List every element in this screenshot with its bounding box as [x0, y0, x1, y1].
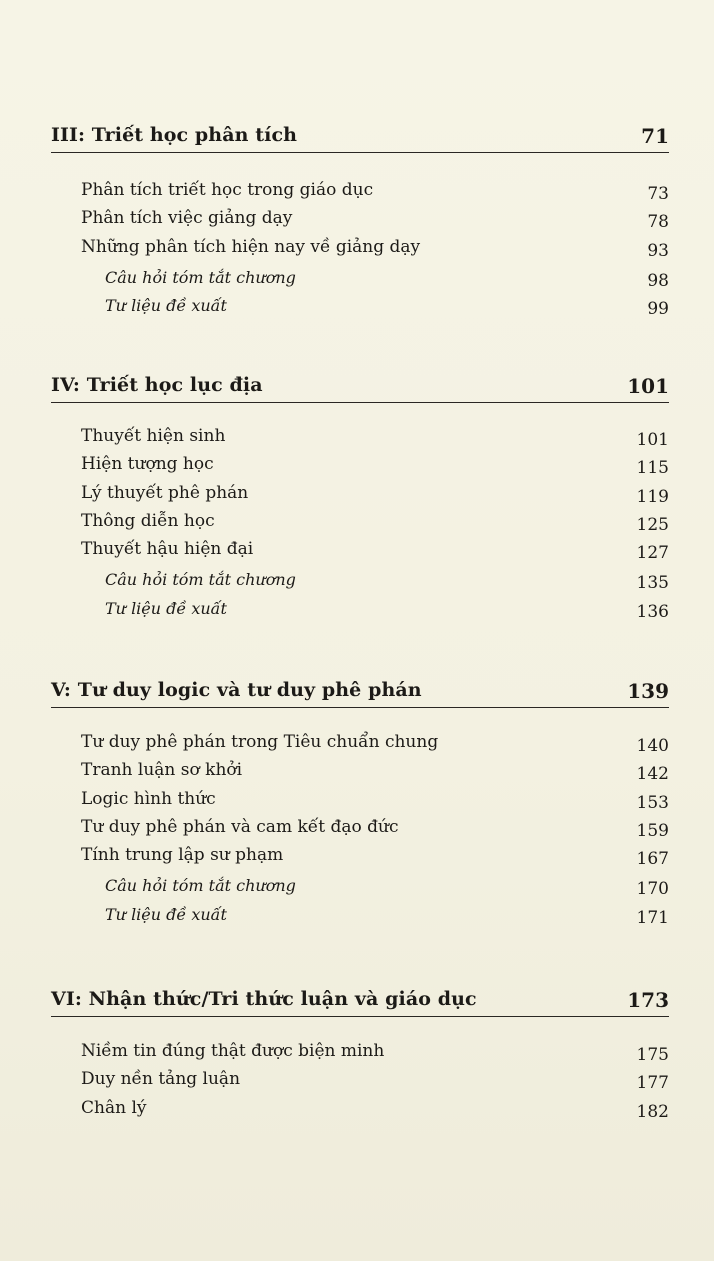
entry-page-number: 140	[636, 736, 669, 756]
entry-page-number: 93	[647, 240, 669, 261]
toc-sub-entry[interactable]	[51, 596, 669, 624]
toc-entry[interactable]	[51, 208, 669, 236]
entry-page-number: 136	[636, 601, 669, 622]
toc-entry[interactable]	[51, 1098, 669, 1126]
entry-page-number: 167	[636, 849, 669, 870]
entry-page-number: 73	[647, 184, 669, 204]
entry-label: Logic hình thức	[81, 788, 216, 809]
toc-entry[interactable]	[51, 1069, 669, 1097]
chapter-heading[interactable]	[51, 671, 669, 708]
sub-entry-label: Tư liệu đề xuất	[105, 904, 227, 924]
entry-page-number: 101	[636, 430, 669, 450]
toc-entry[interactable]	[51, 539, 669, 567]
toc-sub-entry[interactable]	[51, 293, 669, 321]
toc-entry[interactable]	[51, 237, 669, 265]
entry-label: Phân tích việc giảng dạy	[81, 208, 293, 229]
chapter-heading[interactable]	[51, 366, 669, 403]
section-list	[51, 732, 669, 930]
toc-sub-entry[interactable]	[51, 902, 669, 930]
toc-entry[interactable]	[51, 845, 669, 873]
entry-page-number: 99	[647, 299, 669, 320]
toc-sub-entry[interactable]	[51, 265, 669, 293]
sub-entry-label: Câu hỏi tóm tắt chương	[105, 267, 296, 287]
toc-entry[interactable]	[51, 454, 669, 482]
chapter-6	[51, 980, 669, 1126]
entry-label: Tính trung lập sư phạm	[81, 845, 284, 866]
section-list	[51, 180, 669, 321]
entry-label: Hiện tượng học	[81, 454, 214, 475]
sub-entry-label: Câu hỏi tóm tắt chương	[105, 876, 296, 896]
entry-page-number: 127	[636, 543, 669, 564]
entry-label: Phân tích triết học trong giáo dục	[81, 180, 374, 200]
entry-label: Tư duy phê phán trong Tiêu chuẩn chung	[81, 732, 439, 752]
entry-page-number: 153	[636, 792, 669, 813]
section-list	[51, 1041, 669, 1126]
toc-entry[interactable]	[51, 789, 669, 817]
toc-entry[interactable]	[51, 483, 669, 511]
entry-label: Thông diễn học	[81, 510, 215, 531]
chapter-4	[51, 366, 669, 624]
entry-label: Những phân tích hiện nay về giảng dạy	[81, 236, 421, 257]
chapter-title: IV: Triết học lục địa	[51, 374, 263, 396]
chapter-heading[interactable]	[51, 980, 669, 1017]
toc-entry[interactable]	[51, 1041, 669, 1069]
chapter-page-number: 101	[627, 374, 669, 398]
chapter-title: VI: Nhận thức/Tri thức luận và giáo dục	[51, 988, 477, 1010]
entry-page-number: 175	[636, 1045, 669, 1065]
chapter-page-number: 173	[627, 988, 669, 1012]
toc-entry[interactable]	[51, 511, 669, 539]
entry-page-number: 182	[636, 1101, 669, 1122]
toc-entry[interactable]	[51, 180, 669, 208]
entry-page-number: 98	[647, 270, 669, 291]
entry-page-number: 170	[636, 879, 669, 900]
chapter-page-number: 71	[641, 124, 669, 148]
entry-page-number: 125	[636, 514, 669, 535]
toc-entry[interactable]	[51, 732, 669, 760]
sub-entry-label: Câu hỏi tóm tắt chương	[105, 570, 296, 590]
entry-page-number: 115	[636, 458, 669, 479]
toc-entry[interactable]	[51, 760, 669, 788]
entry-label: Tranh luận sơ khởi	[81, 760, 243, 781]
sub-entry-label: Tư liệu đề xuất	[105, 296, 227, 316]
toc-entry[interactable]	[51, 817, 669, 845]
entry-page-number: 171	[636, 907, 669, 928]
entry-label: Tư duy phê phán và cam kết đạo đức	[81, 816, 399, 837]
sub-entry-label: Tư liệu đề xuất	[105, 598, 227, 618]
toc-sub-entry[interactable]	[51, 567, 669, 595]
entry-label: Thuyết hiện sinh	[81, 426, 226, 446]
toc-entry[interactable]	[51, 426, 669, 454]
chapter-title: III: Triết học phân tích	[51, 124, 298, 146]
section-list	[51, 426, 669, 624]
entry-label: Niềm tin đúng thật được biện minh	[81, 1041, 385, 1061]
chapter-page-number: 139	[627, 679, 669, 703]
toc-sub-entry[interactable]	[51, 873, 669, 901]
chapter-3	[51, 116, 669, 321]
entry-page-number: 78	[647, 212, 669, 233]
entry-page-number: 142	[636, 764, 669, 785]
entry-label: Thuyết hậu hiện đại	[81, 539, 254, 560]
chapter-5	[51, 671, 669, 930]
chapter-heading[interactable]	[51, 116, 669, 153]
entry-page-number: 159	[636, 820, 669, 841]
chapter-title: V: Tư duy logic và tư duy phê phán	[51, 679, 422, 701]
entry-page-number: 135	[636, 573, 669, 594]
entry-label: Duy nền tảng luận	[81, 1069, 241, 1090]
entry-label: Chân lý	[81, 1097, 147, 1118]
entry-page-number: 119	[636, 486, 669, 507]
entry-page-number: 177	[636, 1073, 669, 1094]
entry-label: Lý thuyết phê phán	[81, 482, 249, 503]
